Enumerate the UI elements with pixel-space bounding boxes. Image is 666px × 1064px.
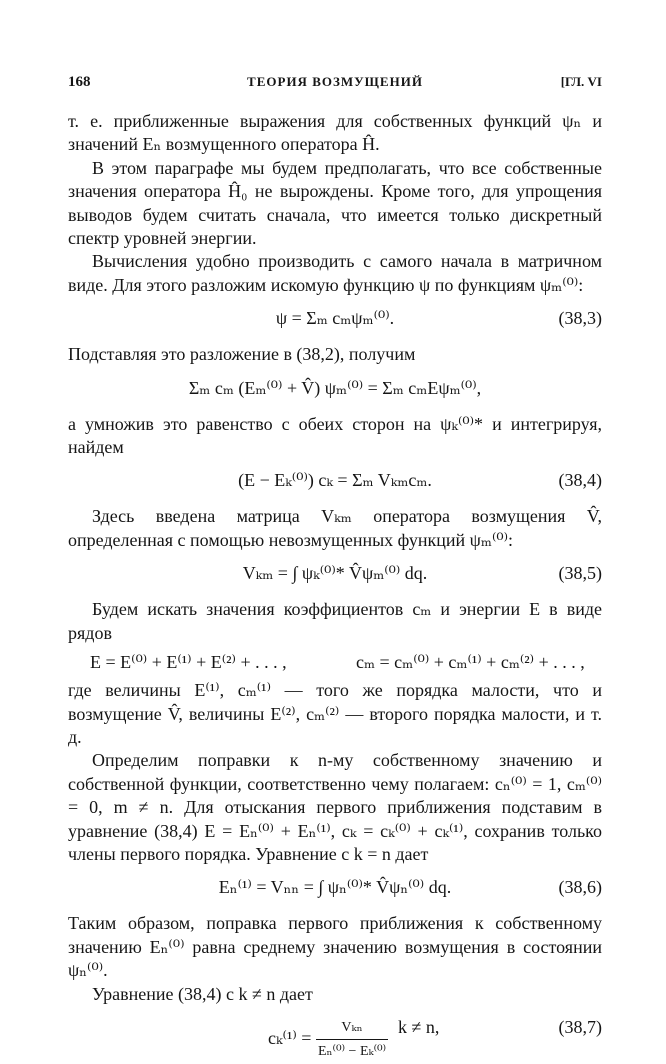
series-e: E = E⁽⁰⁾ + E⁽¹⁾ + E⁽²⁾ + . . . , — [90, 652, 287, 673]
equation-38-6-number: (38,6) — [558, 877, 602, 898]
equation-38-3-number: (38,3) — [558, 308, 602, 329]
running-title: ТЕОРИЯ ВОЗМУЩЕНИЙ — [247, 74, 423, 89]
paragraph-2: В этом параграфе мы будем предполагать, что все собственные значения оператора Ĥ₀ не вырождены. Кроме того, для упрощения выводов будем считать сначала, что имеется только дискретный спектр уровней энергии. — [68, 157, 602, 249]
equation-38-7-lhs: cₖ⁽¹⁾ = — [268, 1028, 312, 1048]
page-body — [68, 110, 602, 1064]
equation-38-3 — [68, 297, 602, 343]
paragraph-1: т. е. приближенные выражения для собственных функций ψₙ и значений Eₙ возмущенного оператора Ĥ. — [68, 111, 602, 155]
equation-38-6 — [68, 866, 602, 912]
equation-38-7-formula — [268, 1016, 388, 1064]
paragraph-9: Определим поправки к n-му собственному значению и собственной функции, соответственно чему полагаем: cₙ⁽⁰⁾ = 1, cₘ⁽⁰⁾ = 0, m ≠ n. Для отыскания первого приближения подставим в уравнение (38,4) E = Eₙ⁽⁰⁾ + Eₙ⁽¹⁾, cₖ = cₖ⁽⁰⁾ + cₖ⁽¹⁾, сохранив только члены первого порядка. Уравнение с k = n дает — [68, 750, 602, 864]
equation-38-5-formula: Vₖₘ = ∫ ψₖ⁽⁰⁾* V̂ψₘ⁽⁰⁾ dq. — [242, 563, 428, 584]
paragraph-10: Таким образом, поправка первого приближения к собственному значению Eₙ⁽⁰⁾ равна среднему значению возмущения в состоянии ψₙ⁽⁰⁾. — [68, 913, 602, 981]
equation-38-7-condition: k ≠ n, — [398, 1016, 440, 1037]
fraction-numerator: Vₖₙ — [316, 1016, 388, 1040]
equation-38-7-fraction — [316, 1016, 388, 1064]
equation-38-4-formula: (E − Eₖ⁽⁰⁾) cₖ = Σₘ Vₖₘcₘ. — [238, 470, 432, 491]
paragraph-4: Подставляя это разложение в (38,2), получим — [68, 344, 416, 365]
equation-38-7-number: (38,7) — [558, 1016, 602, 1037]
equation-38-5-number: (38,5) — [558, 563, 602, 584]
paragraph-8: где величины E⁽¹⁾, cₘ⁽¹⁾ — того же порядка малости, что и возмущение V̂, величины E⁽²⁾, cₘ⁽²⁾ — второго порядка малости, и т. д. — [68, 680, 602, 747]
equation-38-7 — [68, 1006, 602, 1064]
page-number: 168 — [68, 74, 91, 90]
page-header — [68, 74, 602, 98]
paragraph-11: Уравнение (38,4) с k ≠ n дает — [92, 983, 313, 1004]
equation-38-3-formula: ψ = Σₘ cₘψₘ⁽⁰⁾. — [275, 308, 395, 329]
equation-38-6-formula: Eₙ⁽¹⁾ = Vₙₙ = ∫ ψₙ⁽⁰⁾* V̂ψₙ⁽⁰⁾ dq. — [218, 877, 452, 898]
paragraph-6: Здесь введена матрица Vₖₘ оператора возмущения V̂, определенная с помощью невозмущенных функций ψₘ⁽⁰⁾: — [68, 506, 602, 550]
equation-38-4-number: (38,4) — [558, 470, 602, 491]
paragraph-7: Будем искать значения коэффициентов cₘ и энергии E в виде рядов — [68, 599, 602, 643]
equation-38-5 — [68, 552, 602, 598]
paragraph-5: а умножив это равенство с обеих сторон на ψₖ⁽⁰⁾* и интегрируя, найдем — [68, 413, 602, 458]
equation-38-4 — [68, 459, 602, 505]
paragraph-3: Вычисления удобно производить с самого начала в матричном виде. Для этого разложим искомую функцию ψ по функциям ψₘ⁽⁰⁾: — [68, 251, 602, 295]
equation-unnumbered-formula: Σₘ cₘ (Eₘ⁽⁰⁾ + V̂) ψₘ⁽⁰⁾ = Σₘ cₘEψₘ⁽⁰⁾, — [188, 377, 482, 398]
series-equations — [68, 645, 602, 679]
equation-unnumbered — [68, 367, 602, 413]
series-c: cₘ = cₘ⁽⁰⁾ + cₘ⁽¹⁾ + cₘ⁽²⁾ + . . . , — [356, 652, 585, 673]
fraction-denominator: Eₙ⁽⁰⁾ − Eₖ⁽⁰⁾ — [317, 1044, 387, 1060]
chapter-label: [ГЛ. VI — [560, 74, 602, 89]
